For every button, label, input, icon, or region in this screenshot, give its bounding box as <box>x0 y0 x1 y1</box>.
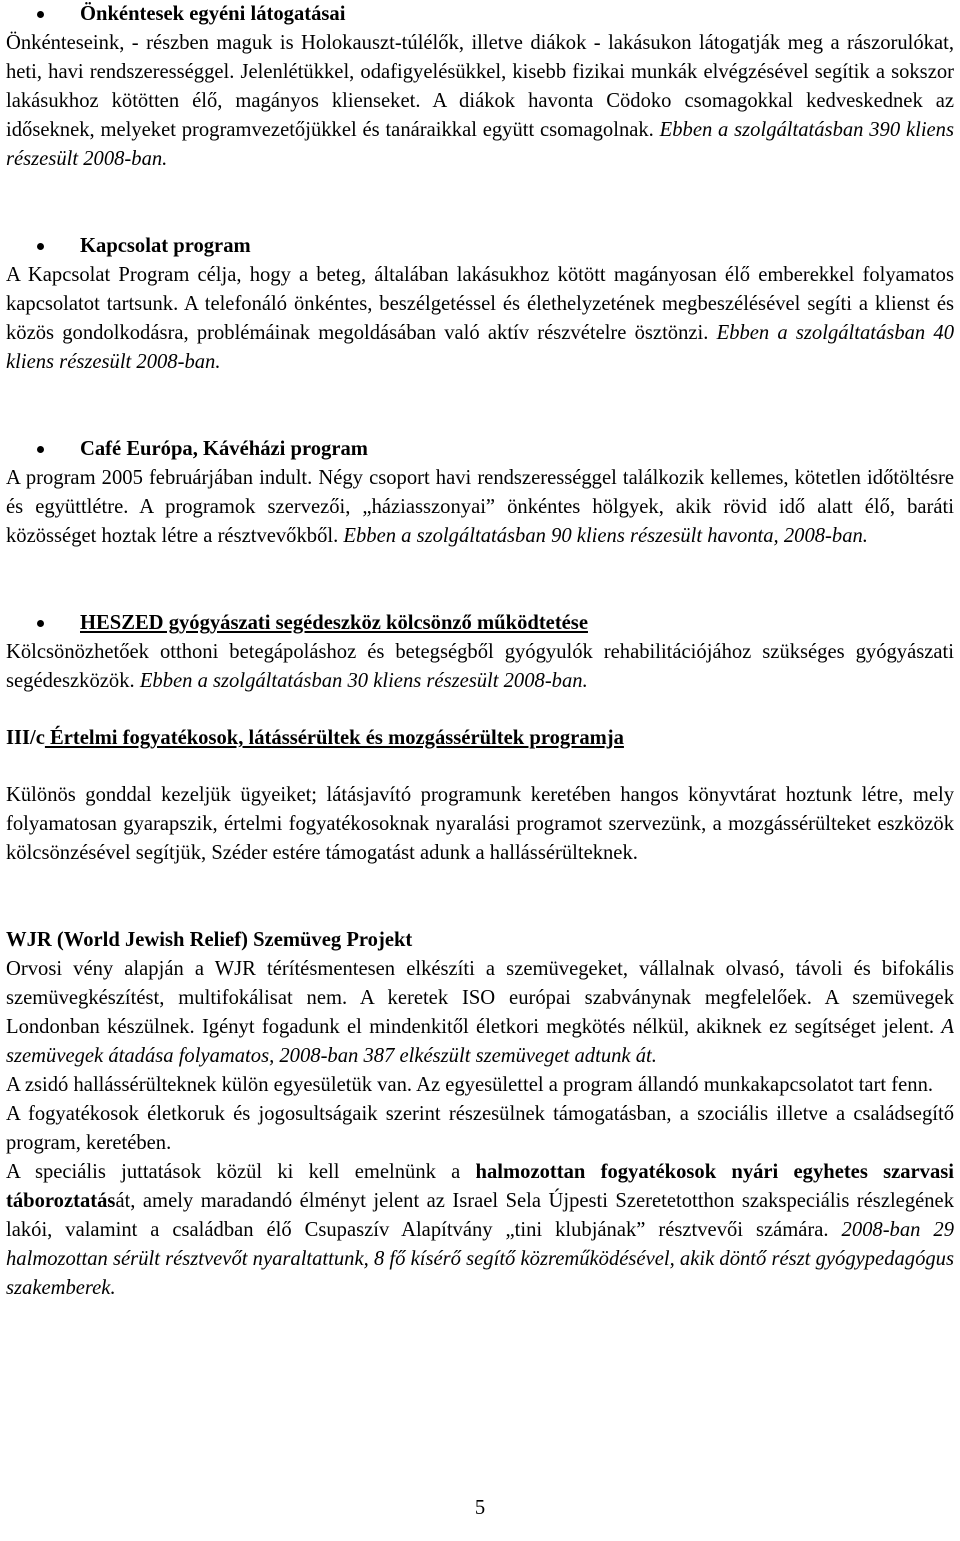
paragraph-italic-text: Ebben a szolgáltatásban 40 kliens részesült 2008-ban. <box>6 322 954 373</box>
paragraph-italic-text: 2008-ban 29 halmozottan sérült résztvevőt nyaraltattunk, 8 fő kísérő segítő közreműködésével, akik döntő részt gyógypedagógus szakemberek. <box>6 1219 954 1299</box>
section-heading <box>6 232 954 261</box>
chapter-heading <box>6 724 954 753</box>
section-heading <box>6 435 954 464</box>
paragraph-text: Kölcsönözhetőek otthoni betegápoláshoz és betegségből gyógyulók rehabilitációjához szükséges gyógyászati segédeszközök. <box>6 641 954 692</box>
chapter-prefix: III/c <box>6 727 45 749</box>
paragraph-italic-text: A szemüvegek átadása folyamatos, 2008-ban 387 elkészült szemüveget adtunk át. <box>6 1016 955 1067</box>
paragraph-italic-text: Ebben a szolgáltatásban 30 kliens részesült 2008-ban. <box>139 670 588 692</box>
section-paragraph <box>6 464 954 551</box>
chapter-intro <box>6 781 954 868</box>
paragraph-text: A Kapcsolat Program célja, hogy a beteg, általában lakásukhoz kötött magányosan élő emberekkel folyamatos kapcsolatot tartsunk. A telefonáló önkéntes, beszélgetéssel és élethelyzetének megbeszélésével segíti a klienst és közös gondolkodásra, problémáinak megoldásában való aktív részvételre ösztönzi. <box>6 264 954 344</box>
wjr-paragraph-4 <box>6 1158 954 1303</box>
section-paragraph <box>6 29 954 174</box>
heading-text: HESZED gyógyászati segédeszköz kölcsönző működtetése <box>80 612 588 634</box>
wjr-paragraph-2: A zsidó hallássérülteknek külön egyesületük van. Az egyesülettel a program állandó munkakapcsolatot tart fenn. <box>6 1074 934 1096</box>
section-onkentesek <box>6 0 954 174</box>
heading-text: Kapcsolat program <box>80 235 251 257</box>
paragraph-text: A program 2005 februárjában indult. Négy csoport havi rendszerességgel találkozik kellemes, kötetlen időtöltésre és együttlétre. A programok szervezői, „háziasszonyai” önkéntes hölgyek, akik rövid idő alatt élő, baráti közösséget hoztak létre a résztvevőkből. <box>6 467 954 547</box>
paragraph-text: át, amely maradandó élményt jelent az Israel Sela Újpesti Szeretetotthon szakspeciális részlegének lakói, valamint a családban élő Csupaszív Alapítvány „tini klubjának” résztvevői számára. <box>6 1190 954 1241</box>
section-paragraph <box>6 261 954 377</box>
wjr-paragraph-3: A fogyatékosok életkoruk és jogosultságaik szerint részesülnek támogatásban, a szociális illetve a családsegítő program, keretében. <box>6 1103 954 1154</box>
wjr-paragraph <box>6 955 954 1071</box>
section-paragraph <box>6 638 954 696</box>
section-heading <box>6 0 954 29</box>
chapter-paragraph: Különös gonddal kezeljük ügyeiket; látásjavító programunk keretében hangos könyvtárat hoztunk létre, mely folyamatosan gyarapszik, értelmi fogyatékosoknak nyaralási programot szervezünk, a mozgássérülteket eszközök kölcsönzésével segítjük, Széder estére támogatást adunk a hallássérülteknek. <box>6 784 954 864</box>
bullet-icon <box>37 446 44 453</box>
heading-text: Önkéntesek egyéni látogatásai <box>80 3 346 25</box>
section-wjr <box>6 926 954 1303</box>
paragraph-text: Önkénteseink, - részben maguk is Holokauszt-túlélők, illetve diákok - lakásukon látogatják meg a rászorulókat, heti, havi rendszerességgel. Jelenlétükkel, odafigyelésükkel, kisebb fizikai munkák elvégzésével segítik a sokszor lakásukhoz kötötten élő, magányos klienseket. A diákok havonta Cödoko csomagokkal kedveskednek az időseknek, melyeket programvezetőjükkel és tanáraikkal együtt csomagolnak. <box>6 32 954 141</box>
paragraph-italic-text: Ebben a szolgáltatásban 90 kliens részesült havonta, 2008-ban. <box>343 525 868 547</box>
paragraph-italic-text: Ebben a szolgáltatásban 390 kliens részesült 2008-ban. <box>6 119 954 170</box>
paragraph-text: Orvosi vény alapján a WJR térítésmentesen elkészíti a szemüvegeket, vállalnak olvasó, távoli és bifokális szemüvegkészítést, multifokálisat nem. A keretek ISO európai szabványnak megfelelőek. A szemüvegek Londonban készülnek. Igényt fogadunk el mindenkitől életkori megkötés nélkül, akiknek ez segítséget jelent. <box>6 958 954 1038</box>
chapter-title: Értelmi fogyatékosok, látássérültek és mozgássérültek programja <box>44 727 624 749</box>
wjr-heading: WJR (World Jewish Relief) Szemüveg Projekt <box>6 929 413 951</box>
paragraph-bold-text: halmozottan fogyatékosok nyári egyhetes szarvasi táboroztatás <box>6 1161 954 1212</box>
section-heading <box>6 609 954 638</box>
bullet-icon <box>37 243 44 250</box>
bullet-icon <box>37 620 44 627</box>
section-kapcsolat <box>6 232 954 377</box>
heading-text: Café Európa, Kávéházi program <box>80 438 368 460</box>
section-cafe-europa <box>6 435 954 551</box>
bullet-icon <box>37 11 44 18</box>
section-heszed <box>6 609 954 696</box>
page-number: 5 <box>474 1497 486 1519</box>
paragraph-text: A speciális juttatások közül ki kell emelnünk a <box>6 1161 476 1183</box>
